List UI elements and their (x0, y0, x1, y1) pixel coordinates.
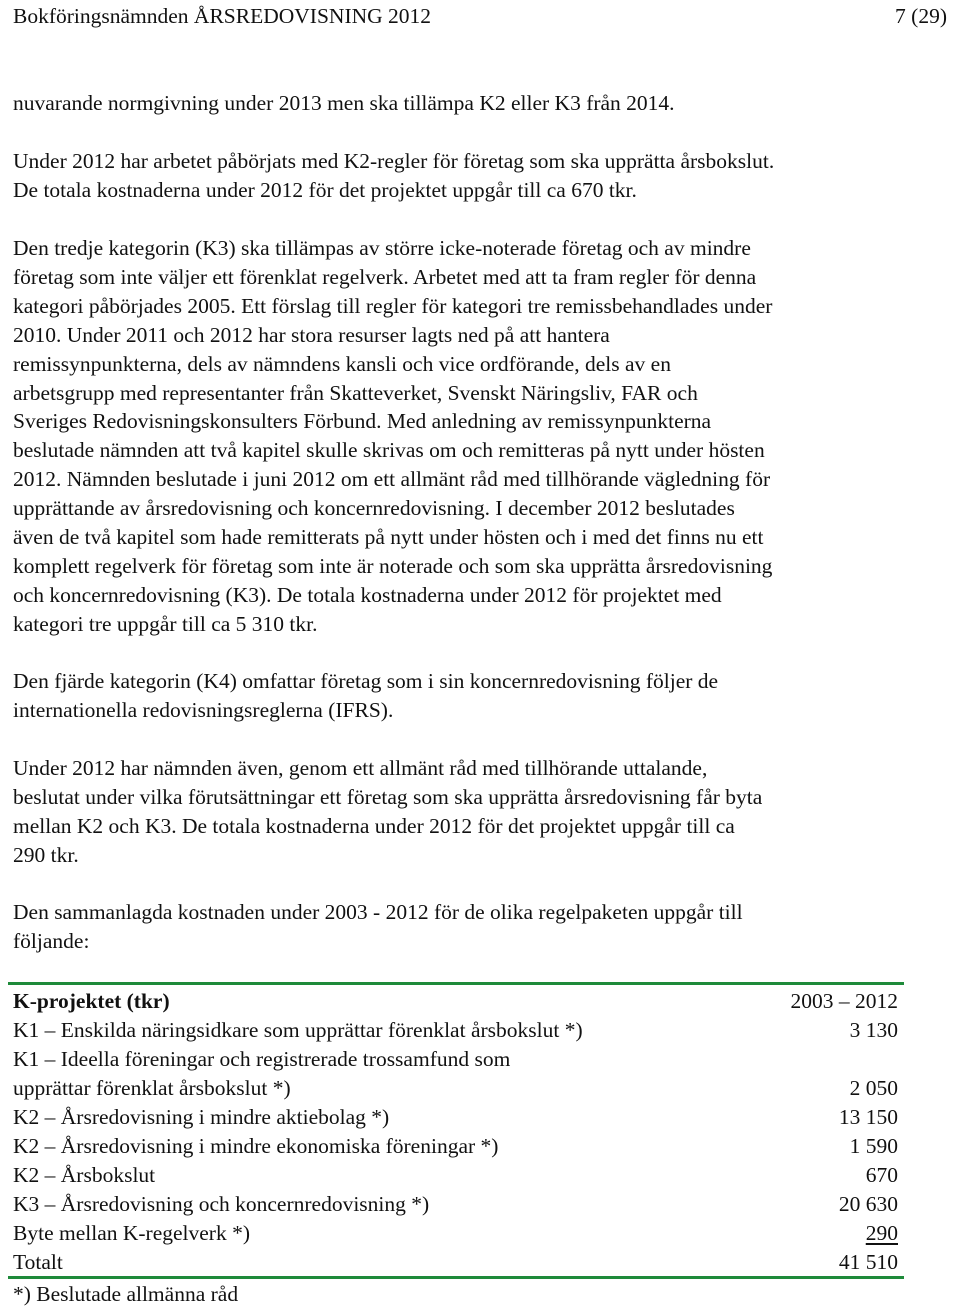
text-line: beslutade nämnden att två kapitel skulle skrivas om och remitteras på nytt under hösten (13, 438, 765, 463)
table-row (13, 1074, 898, 1103)
text-line: Den tredje kategorin (K3) ska tillämpas av större icke-noterade företag och av mindre (13, 236, 751, 260)
row-label: K1 – Enskilda näringsidkare som upprättar förenklat årsbokslut *) (13, 1018, 583, 1042)
text-line: 2012. Nämnden beslutade i juni 2012 om ett allmänt råd med tillhörande vägledning för (13, 467, 771, 492)
table-row (13, 1016, 898, 1045)
paragraph-k3 (13, 234, 913, 639)
text-line: Under 2012 har nämnden även, genom ett allmänt råd med tillhörande uttalande, (13, 756, 708, 780)
text-line: kategori påbörjades 2005. Ett förslag till regler för kategori tre remissbehandlades under (13, 293, 773, 318)
text-line: nuvarande normgivning under 2013 men ska tillämpa K2 eller K3 från 2014. (13, 91, 675, 115)
row-label: K1 – Ideella föreningar och registrerade trossamfund som (13, 1047, 511, 1071)
table-total-row (13, 1248, 898, 1277)
page-header (13, 4, 947, 32)
paragraph-k2 (13, 147, 913, 205)
text-line: mellan K2 och K3. De totala kostnaderna under 2012 för det projektet uppgår till ca (13, 813, 735, 838)
text-line: De totala kostnaderna under 2012 för det projektet uppgår till ca 670 tkr. (13, 177, 637, 202)
row-label: K2 – Årsredovisning i mindre aktiebolag *) (13, 1105, 390, 1129)
row-value: 670 (865, 1163, 898, 1187)
total-value: 41 510 (838, 1250, 898, 1274)
table-row (13, 1161, 898, 1190)
row-label: Byte mellan K-regelverk *) (13, 1221, 251, 1245)
text-line: och koncernredovisning (K3). De totala kostnaderna under 2012 för projektet med (13, 582, 722, 607)
paragraph-normgivning (13, 89, 913, 118)
table-row (13, 1103, 898, 1132)
text-line: Den fjärde kategorin (K4) omfattar företag som i sin koncernredovisning följer de (13, 669, 719, 693)
table-top-rule (8, 982, 904, 985)
row-label: K2 – Årsredovisning i mindre ekonomiska föreningar *) (13, 1134, 499, 1158)
text-line: arbetsgrupp med representanter från Skatteverket, Svenskt Näringsliv, FAR och (13, 380, 698, 405)
paragraph-sammanlagd (13, 898, 913, 956)
row-value-underlined: 290 (865, 1221, 898, 1245)
text-line: följande: (13, 928, 90, 953)
table-row (13, 1219, 898, 1248)
table-header-row (13, 987, 898, 1016)
document-title: Bokföringsnämnden ÅRSREDOVISNING 2012 (13, 4, 432, 28)
row-label: K3 – Årsredovisning och koncernredovisning *) (13, 1192, 430, 1216)
text-line: 290 tkr. (13, 842, 79, 867)
table-row (13, 1190, 898, 1219)
row-value: 20 630 (838, 1192, 898, 1216)
row-label: upprättar förenklat årsbokslut *) (13, 1076, 291, 1100)
table-header-label: K-projektet (tkr) (13, 989, 170, 1013)
row-value: 13 150 (838, 1105, 898, 1129)
row-value: 2 050 (849, 1076, 898, 1100)
total-label: Totalt (13, 1250, 63, 1274)
text-line: Sveriges Redovisningskonsulters Förbund. Med anledning av remissynpunkterna (13, 409, 712, 434)
text-line: 2010. Under 2011 och 2012 har stora resurser lagts ned på att hantera (13, 322, 610, 347)
row-label: K2 – Årsbokslut (13, 1163, 156, 1187)
text-line: internationella redovisningsreglerna (IFRS). (13, 697, 394, 722)
text-line: företag som inte väljer ett förenklat regelverk. Arbetet med att ta fram regler för denna (13, 264, 757, 289)
paragraph-k4 (13, 667, 913, 725)
table-bottom-rule (8, 1276, 904, 1279)
table-row (13, 1132, 898, 1161)
text-line: även de två kapitel som hade remitterats på nytt under hösten och i med det finns nu ett (13, 525, 764, 550)
table-header-period: 2003 – 2012 (790, 989, 898, 1013)
text-line: Under 2012 har arbetet påbörjats med K2-regler för företag som ska upprätta årsbokslut. (13, 149, 775, 173)
text-line: komplett regelverk för företag som inte är noterade och som ska upprätta årsredovisning (13, 553, 773, 578)
row-value: 3 130 (849, 1018, 898, 1042)
text-line: Den sammanlagda kostnaden under 2003 - 2012 för de olika regelpaketen uppgår till (13, 900, 743, 924)
row-value: 1 590 (849, 1134, 898, 1158)
text-line: kategori tre uppgår till ca 5 310 tkr. (13, 611, 318, 636)
paragraph-byte (13, 754, 913, 870)
text-line: remissynpunkterna, dels av nämndens kansli och vice ordförande, dels av en (13, 351, 671, 376)
text-line: upprättande av årsredovisning och koncernredovisning. I december 2012 beslutades (13, 496, 735, 521)
table-row (13, 1045, 898, 1074)
page-number: 7 (29) (895, 4, 947, 28)
footnote: *) Beslutade allmänna råd (13, 1282, 239, 1306)
text-line: beslutat under vilka förutsättningar ett företag som ska upprätta årsredovisning får byta (13, 784, 763, 809)
